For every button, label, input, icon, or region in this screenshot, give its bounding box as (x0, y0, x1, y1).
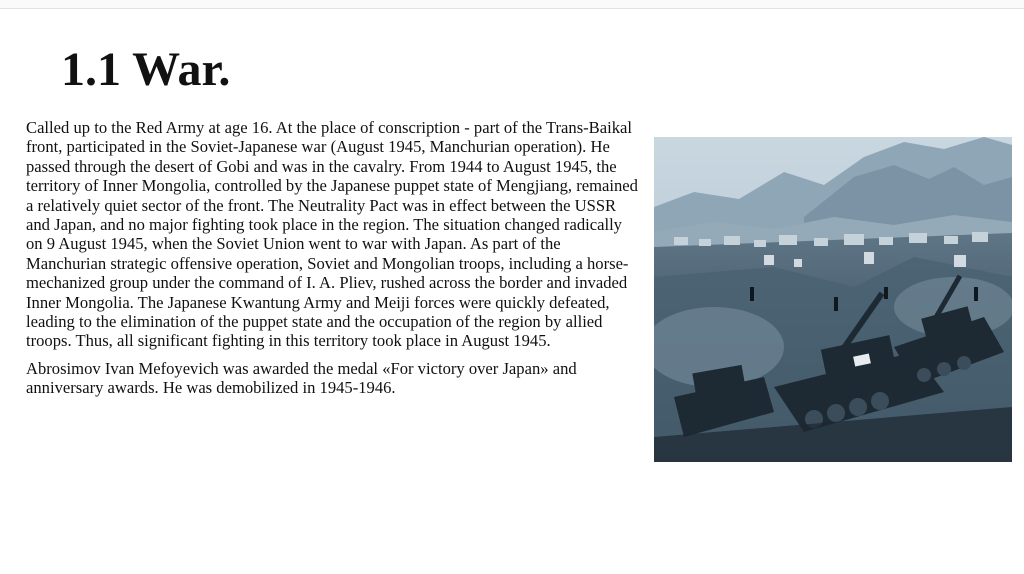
body-text (26, 118, 642, 406)
paragraph-awards: Abrosimov Ivan Mefoyevich was awarded the medal «For victory over Japan» and anniversary awards. He was demobilized in 1945-1946. (26, 358, 577, 398)
slide-title: 1.1 War. (61, 43, 231, 96)
top-divider (0, 0, 1024, 9)
tank-column-photo-icon (654, 137, 1012, 462)
paragraph-war-history: Called up to the Red Army at age 16. At the place of conscription - part of the Trans-Baikal front, participated in the Soviet-Japanese war (August 1945, Manchurian operation). He passed through the desert of Gobi and was in the cavalry. From 1944 to August 1945, the territory of Inner Mongolia, controlled by the Japanese puppet state of Mengjiang, remained a relatively quiet sector of the front. The Neutrality Pact was in effect between the USSR and Japan, and no major fighting took place in the region. The situation changed radically on 9 August 1945, when the Soviet Union went to war with Japan. As part of the Manchurian strategic offensive operation, Soviet and Mongolian troops, including a horse-mechanized group under the command of I. A. Pliev, rushed across the border and invaded Inner Mongolia. The Japanese Kwantung Army and Meiji forces were quickly defeated, leading to the elimination of the puppet state and the occupation of the region by allied troops. Thus, all significant fighting in this territory took place in August 1945. (26, 118, 638, 351)
war-photo (654, 137, 1012, 462)
